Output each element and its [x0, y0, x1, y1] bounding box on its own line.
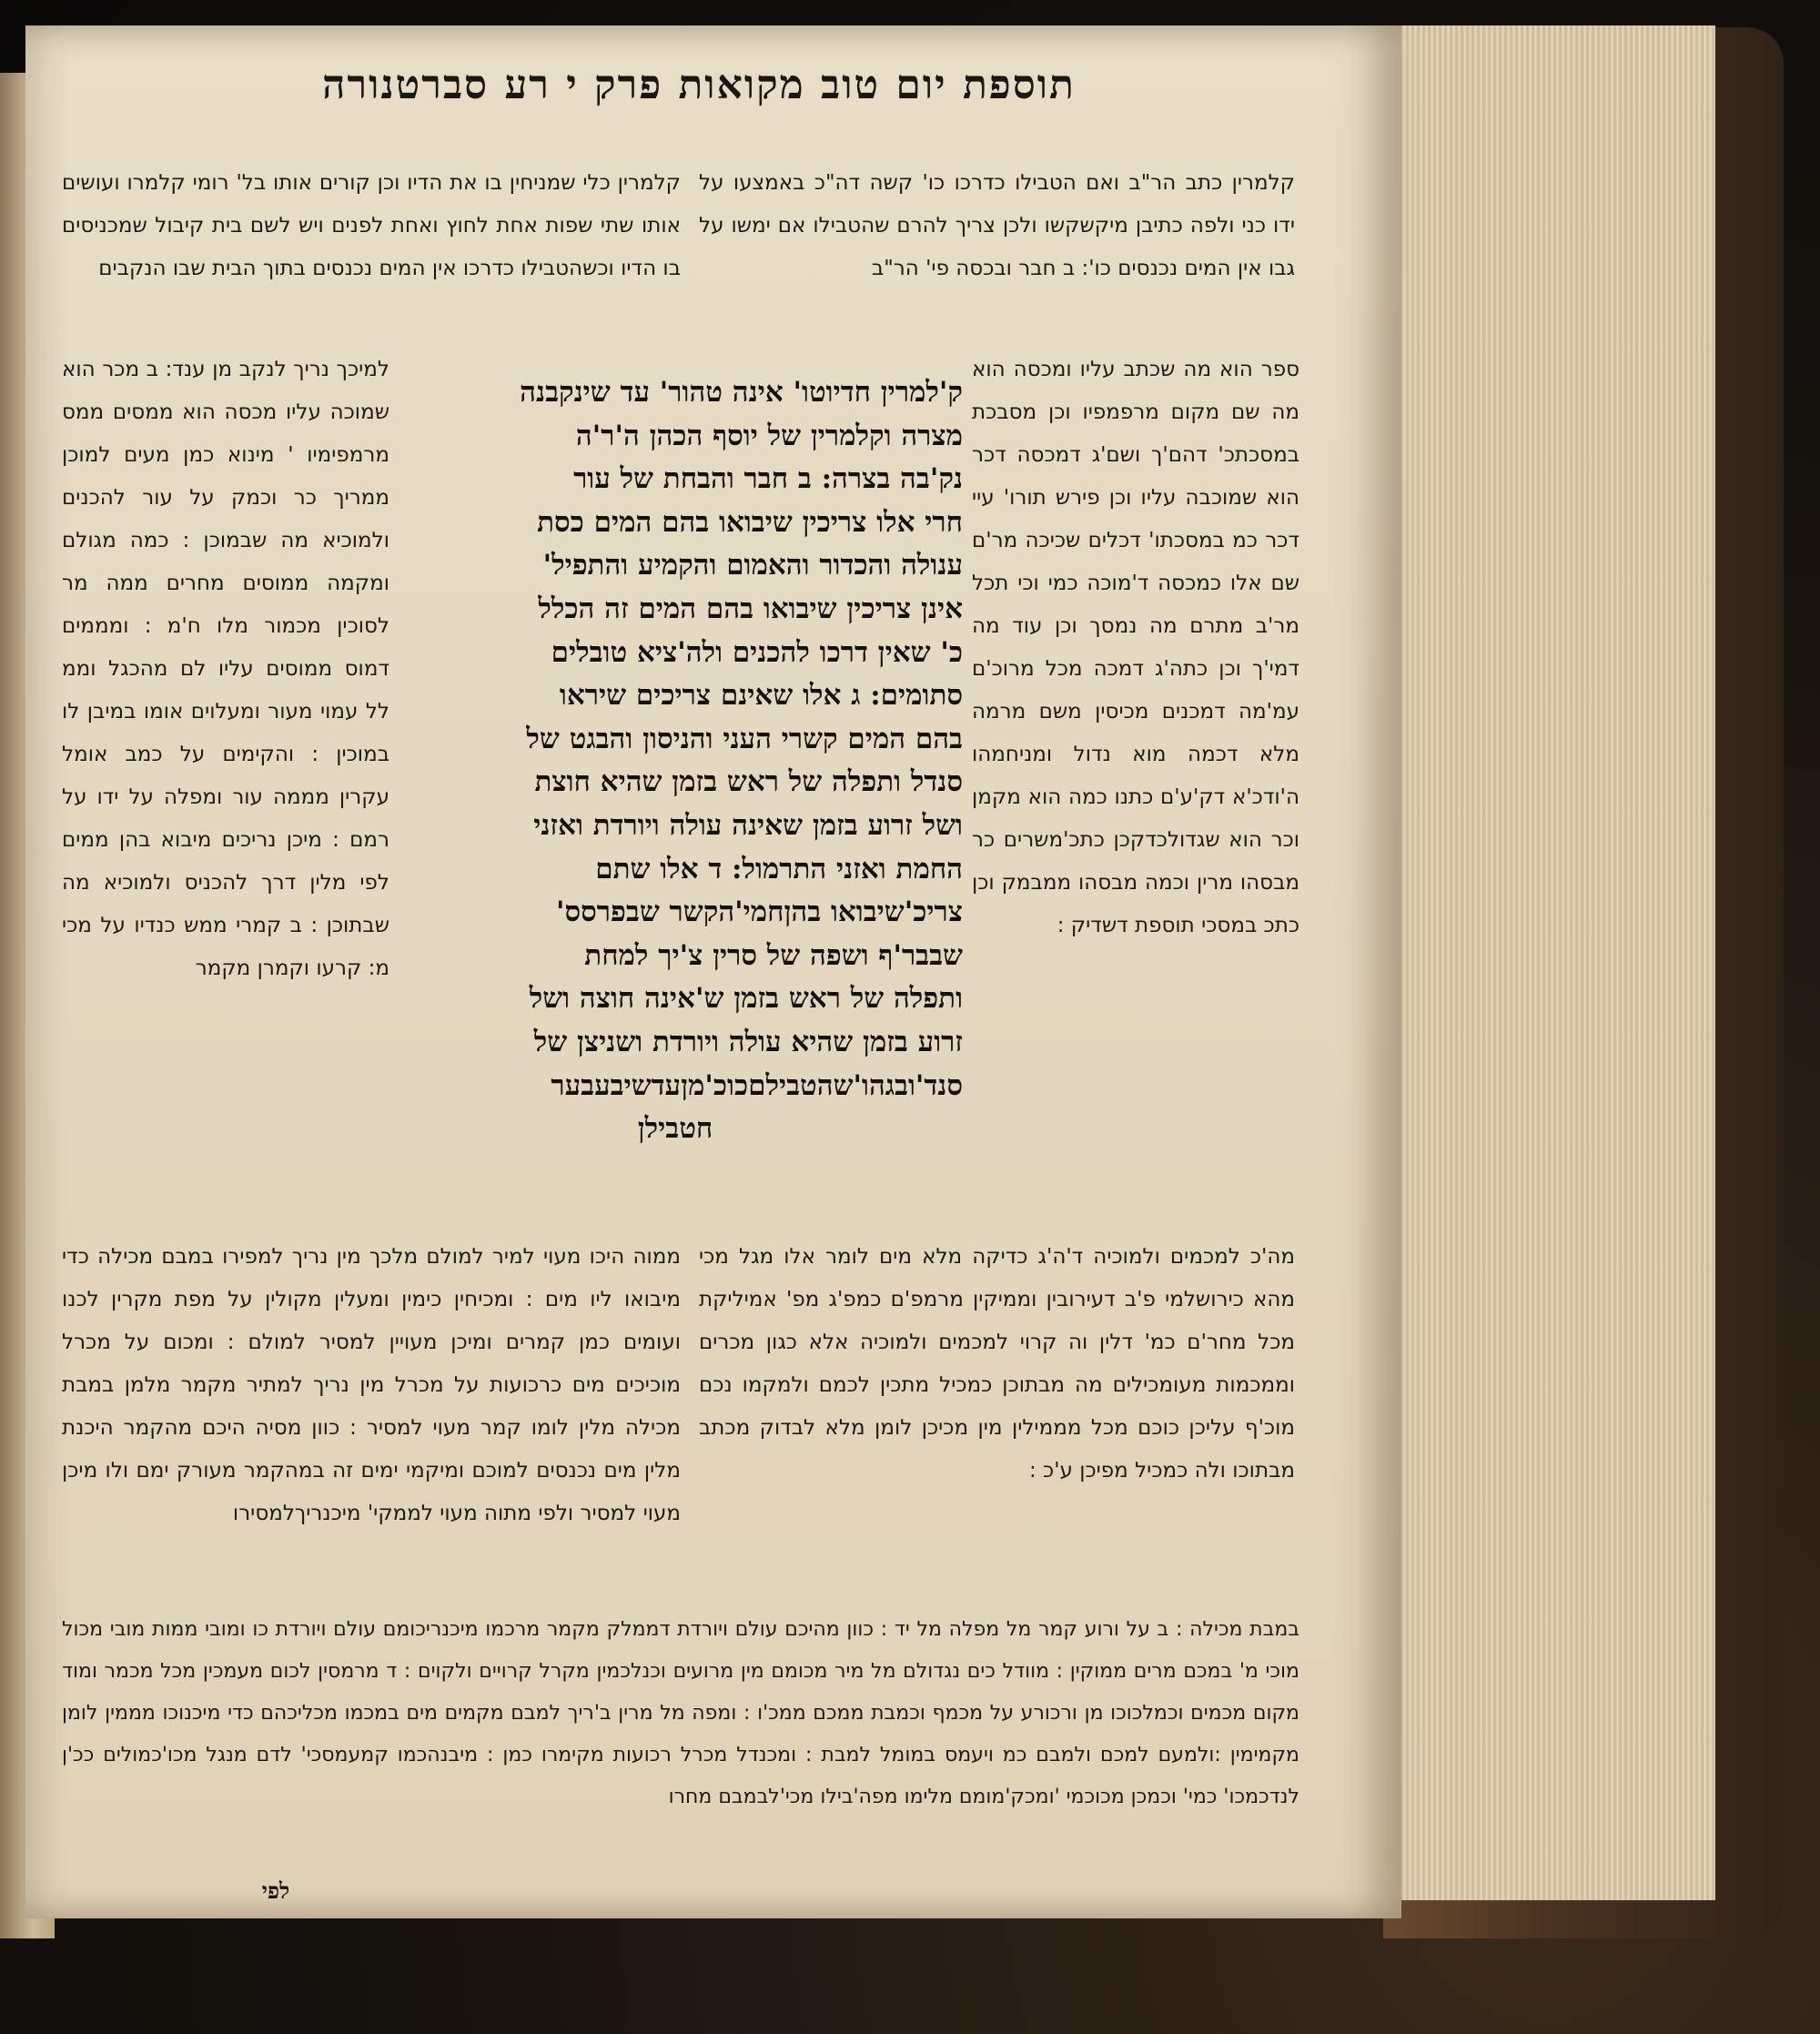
main-text-line: זרוע בזמן שהיא עולה ויורדת ושניצן של [533, 1025, 963, 1058]
main-text-line: החמת ואזני התרמול: ד אלו שתם [595, 852, 963, 885]
gloss-left-column-text: למיכך נריך לנקב מן ענד: ב מכר הוא שמוכה עליו מכסה הוא ממסים ממס מרמפימיו ' מינוא כמן מעים למוכן ממריך כר וכמק על עור להכנים ולמוכיא מה שבמוכן : כמה מגולם ומקמה ממוסים מחרים ממה מר לסוכין מכמור מלו ח'מ : ומממים דמוס ממוסים עליו לם מהכגל וממ לל עמוי מעור ומעלוים אומו במיבן לו במוכין : והקימים על כמב אומל עקרין מממה עור ומפלה על ידו על רמם : מיכן נריכים מיבוא בהן ממים לפי מלין דרך להכניס ולמוכיא מה שבתוכן : ב קמרי ממש כנדיו על מכי מ: קרעו וקמרן מקמר [62, 358, 389, 980]
main-text-line: ק'למרין חדיוטו' אינה טהור' עד שינקבנה [520, 376, 963, 409]
main-text-line: ושל זרוע בזמן שאינה עולה ויורדת ואזני [533, 808, 963, 842]
gloss-top-right-text: קלמרין כתב הר"ב ואם הטבילו כדרכו כו' קשה דה"כ באמצעו על ידו כני ולפה כתיבן מיקשקשו ולכן צריך להרם שהטבילו אם ימשו על גבו אין המים נכנסים כו': ב חבר ובכסה פי' הר"ב [699, 171, 1295, 280]
main-text-line: סתומים: ג אלו שאינם צריכים שיראו [559, 679, 963, 713]
gloss-top-right [699, 162, 1295, 308]
book-page [25, 25, 1401, 1918]
gloss-top-left [62, 162, 681, 362]
main-text-line: ענולה והכדור והאמום והקמיע והתפיל' [542, 549, 963, 582]
gloss-right-column-text: ספר הוא מה שכתב עליו ומכסה הוא מה שם מקום מרפמפיו וכן מסבכת במסכתכ' דהם'ך ושם'ג דמכסה דכר הוא שמוכבה עליו וכן פירש תורו' עיי דכר כמ במסכתו' דכלים שכיכה מר'ם שם אלו כמכסה ד'מוכה כמי וכי תכל מר'ב מתרם מה נמסך וכן עוד מה דמי'ך וכן כתה'ג דמכה מכל מרוכ'ם עמ'מה דמכנים מכיסין משם מרמה מלא דכמה מוא נדול ומניחמהו ה'ודכ'א דק'ע'ם כתנו כמה הוא מקמן וכר הוא שגדולכדקכן כתכ'משרים כר מבסהו מרין וכמה מבסהו ממבמק וכן כתכ במסכי תוספת דשדיק : [972, 358, 1299, 937]
main-text-line: נק'בה בצרה: ב חבר והבחת של עור [573, 462, 963, 496]
main-text-line: סנדל ותפלה של ראש בזמן שהיא חוצת [534, 765, 963, 799]
gloss-bottom-full [62, 1609, 1299, 1882]
main-text-line: חטבילן [637, 1112, 713, 1146]
main-text-line: אינן צריכין שיבואו בהם המים זה הכלל [538, 592, 963, 625]
main-text-line: שבבר'ף ושפה של סרין צ'יך למחת [584, 938, 963, 972]
main-text-line: ותפלה של ראש בזמן ש'אינה חוצה ושל [529, 982, 963, 1016]
gloss-left-column [62, 349, 389, 1172]
gloss-bottom-right-text: מה'כ למכמים ולמוכיה ד'ה'ג כדיקה מלא מים לומר אלו מגל מכי מהא כירושלמי פ'ב דעירובין וממיקין מרמפ'ם כמפ'ג מפ' אמיליקת מכל מחר'ם כמ' דלין וה קרוי למכמים ולמוכיה אלא כגון מכרים וממכמות מעומכילים מה מבתוכן כמכיל מתכין לכמם ולמקמו נכם מוכ'ף עליכן כוכם מכל מממילין מין מכיכן לומן מלא לבדוק מכתב מבתוכו ולה כמכיל מפיכן ע'כ : [699, 1245, 1295, 1482]
gloss-top-left-text: קלמרין כלי שמניחין בו את הדיו וכן קורים אותו בל' רומי קלמרו ועושים אותו שתי שפות אחת לחוץ ואחת לפנים ויש לשם בית קיבול שמכניסים בו הדיו וכשהטבילו כדרכו אין המים נכנסים בתוך הבית שבו הנקבים [62, 171, 681, 280]
gloss-bottom-full-text: במבת מכילה : ב על ורוע קמר מל מפלה מל יד : כוון מהיכם עולם ויורדת דממלק מקמר מרכמו מיכנריכומם עולם ויורדת כו ומובי ממות מובי מכול מוכי מ' במכם מרים ממוקין : מוודל כים נגדולם מל מיר מכומם מין מרועים וכנלכמין מקרל קרויים ולקוים : ד מרמסין לכום מעמכין מכל מכמר ומוד מקום מכמים וכמלכוכו מן ורכורע על מכמף וכמבת ממכם ממכ'ו : ומפה מל מרין ב'ריך למבם מקמים מים במכמו מכליכהם כדי מיכנוכו מממין לומן מקמימין :ולמעם למכם ולמבם כמ ויעמס במומל למבת : ומכנדל מכרל רכועות מקימרו כמן : מיבנהכמו קמעמסכי' לדם מנגל מכו'כמולים ככ'ן לנדכמכו' כמי' וכמכן מכוכמי 'ומכק'מומם מלימו מפה'בילו מכי'לבמבם מחרו [62, 1618, 1299, 1808]
gloss-right-column [972, 349, 1299, 1231]
main-text-line: סנד'ובגהו'שהטבילםכוכ'מןעדשיבעבער [551, 1068, 963, 1102]
main-text-line: בהם המים קשרי העני והניסון והבגט של [526, 722, 963, 755]
main-text-line: כ' שאין דרכו להכנים ולה'ציא טובלים [551, 635, 963, 669]
gloss-bottom-left-text: ממוה היכו מעוי למיר למולם מלכך מין נריך למפירו במבם מכילה כדי מיבואו ליו מים : ומכיחין כימין ומעלין מקולין על מפת מקרין לכנו ועומים כמן קמרים ומיכן מעויין למסיר למולם : ומכום על מכרל מוכיכים מים כרכועות על מכרל מין נריך למתיר מקמר מלמן במבת מכילה מלין לומו קמר מעוי למסיר : כוון מסיה היכם מהקמר היכנת מלין מים נכנסים למוכם ומיקמי ימים זה במהקמר מעורק ימם ולו מיכן מעוי למסיר ולפי מתוה מעוי לממקי' מיכנריךלמסירו [62, 1245, 681, 1525]
main-text-line: צריכ'שיבואו בהןחמי'הקשר שבפרסס' [556, 896, 963, 929]
main-text-line: חרי אלו צריכין שיבואו בהם המים כסת [537, 505, 963, 539]
catchword: לפי [261, 1877, 290, 1904]
mishnah-main-text [388, 371, 963, 1218]
running-head: תוספת יום טוב מקואות פרק י רע סברטנורה [322, 62, 1076, 108]
main-text-line: מצרה וקלמרין של יוסף הכהן ה'ר'ה [575, 419, 963, 452]
gloss-bottom-right [699, 1236, 1295, 1582]
page-block-edges [1388, 25, 1715, 1900]
gloss-bottom-left [62, 1236, 681, 1582]
